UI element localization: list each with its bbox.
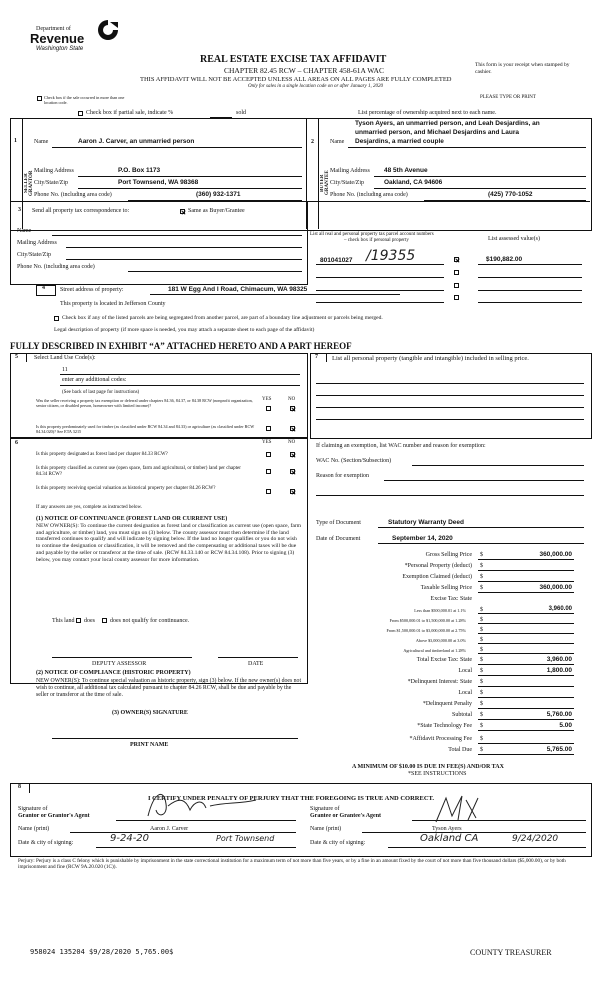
tier1-dollar: $ xyxy=(480,607,483,613)
total-state-dollar: $ xyxy=(480,657,483,663)
legal-description-label: Legal description of property (if more space is needed, you may attach a separate sheet to each page of the affidavit) xyxy=(54,327,315,333)
exemption-claim-label: If claiming an exemption, list WAC number and reason for exemption: xyxy=(316,443,486,449)
buyer-city-label: City/State/Zip xyxy=(330,180,364,186)
grantor-date[interactable]: 9-24-20 xyxy=(110,833,150,844)
tier2-dollar: $ xyxy=(480,617,483,623)
delinquent-state-label: *Delinquent Interest: State xyxy=(407,679,472,685)
parcel-4-checkbox[interactable] xyxy=(454,295,459,300)
notice-1-title: (1) NOTICE OF CONTINUANCE (FOREST LAND OR CURRENT USE) xyxy=(36,516,228,522)
corr-city-label: City/State/Zip xyxy=(17,252,51,258)
buyer-name-line-1[interactable]: Tyson Ayers, an unmarried person, and Leah Desjardins, an xyxy=(355,120,540,127)
partial-sale-label: Check box if partial sale, indicate % xyxy=(86,110,174,116)
type-or-print: PLEASE TYPE OR PRINT xyxy=(480,95,536,100)
tier1-value[interactable]: 3,960.00 xyxy=(548,606,572,612)
dept-big: Revenue xyxy=(30,31,85,46)
seller-phone-label: Phone No. (including area code) xyxy=(34,192,112,198)
section-1-number: 1 xyxy=(14,138,17,144)
tier1-label: Less than $500,000.01 at 1.1% xyxy=(414,608,466,613)
assessed-value[interactable]: $190,882.00 xyxy=(486,256,523,263)
receipt-stamp: 958024 135204 $9/28/2020 5,765.00$ xyxy=(30,948,174,956)
local-dollar: $ xyxy=(480,668,483,674)
s5-q2-no-checkbox[interactable] xyxy=(290,426,295,431)
form-warning: THIS AFFIDAVIT WILL NOT BE ACCEPTED UNLESS ALL AREAS ON ALL PAGES ARE FULLY COMPLETED xyxy=(140,76,452,83)
doc-type-value[interactable]: Statutory Warranty Deed xyxy=(388,519,464,526)
receipt-note: This form is your receipt when stamped by cashier. xyxy=(475,62,570,75)
seller-mail-label: Mailing Address xyxy=(34,168,74,174)
delinquent-state-dollar: $ xyxy=(480,679,483,685)
grantor-signature xyxy=(140,786,260,820)
assessed-header: List assessed value(s) xyxy=(488,236,540,242)
delinquent-local-dollar: $ xyxy=(480,690,483,696)
deputy-assessor-label: DEPUTY ASSESSOR xyxy=(92,661,147,667)
partial-sale-checkbox[interactable] xyxy=(78,111,83,116)
wac-label: WAC No. (Section/Subsection) xyxy=(316,458,392,464)
buyer-phone-label: Phone No. (including area code) xyxy=(330,192,408,198)
section-3-number: 3 xyxy=(18,207,21,213)
seller-phone-value[interactable]: (360) 932-1371 xyxy=(196,191,241,198)
s6-q2-no-checkbox[interactable] xyxy=(290,469,295,474)
buyer-mail-label: Mailing Address xyxy=(330,168,370,174)
seller-city-value[interactable]: Port Townsend, WA 98368 xyxy=(118,179,199,186)
tier5-label: Agricultural and timberland at 1.28% xyxy=(403,648,466,653)
corr-phone-label: Phone No. (including area code) xyxy=(17,264,95,270)
delinquent-penalty-label: *Delinquent Penalty xyxy=(422,701,472,707)
personal-label: *Personal Property (deduct) xyxy=(404,563,472,569)
grantee-name-print[interactable]: Tyson Ayers xyxy=(432,826,462,832)
tier3-label: From $1,500,000.01 to $3,000,000.00 at 2.75% xyxy=(386,628,466,633)
gross-value[interactable]: 360,000.00 xyxy=(539,551,572,558)
same-as-buyer-label: Same as Buyer/Grantee xyxy=(188,208,245,214)
minimum-fee-note: A MINIMUM OF $10.00 IS DUE IN FEE(S) AND/OR TAX xyxy=(352,764,504,770)
seller-name-value[interactable]: Aaron J. Carver, an unmarried person xyxy=(78,138,195,145)
buyer-name-line-2[interactable]: unmarried person, and Michael Desjardins and Laura xyxy=(355,129,519,136)
s6-q1-yes-checkbox[interactable] xyxy=(266,452,271,457)
s5-q2-yes-checkbox[interactable] xyxy=(266,426,271,431)
s5-question-1: Was the seller receiving a property tax exemption or deferral under chapters 84.36, 84.37, or 84.38 RCW (nonprofit organization, senior citizen, or disabled person, homeowner with limited income)? xyxy=(36,398,253,409)
seller-city-label: City/State/Zip xyxy=(34,180,68,186)
section-4-number-box xyxy=(36,285,56,296)
seller-side-label: SELLER GRANTOR xyxy=(24,170,34,196)
gross-dollar: $ xyxy=(480,552,483,558)
doc-type-label: Type of Document xyxy=(316,520,361,526)
total-state-label: Total Excise Tax: State xyxy=(416,657,472,663)
s5-no-header: NO xyxy=(288,397,296,402)
total-state-value[interactable]: 3,960.00 xyxy=(546,656,572,663)
total-due-label: Total Due xyxy=(448,747,472,753)
parcel-2-checkbox[interactable] xyxy=(454,270,459,275)
form-chapter: CHAPTER 82.45 RCW – CHAPTER 458-61A WAC xyxy=(224,66,384,75)
notice-1-body: NEW OWNER(S): To continue the current designation as forest land or classification as current use (open space, farm and agriculture, or timber) land, you must sign on (3) below. The county assessor must then determine if the land transferred continues to qualify and will indicate by signing below. If the land no longer qualifies or you do not wish to continue the designation or classification, it will be removed and the compensating or additional taxes will be due and payable by the seller or transferor at the time of sale. (RCW 84.33.140 or RCW 84.34.108). Prior to signing (3) below, you may contact your local county assessor for more information. xyxy=(36,523,302,563)
partial-sold-label: sold xyxy=(236,110,247,116)
county-treasurer-label: COUNTY TREASURER xyxy=(470,948,552,957)
personal-property-label: List all personal property (tangible and intangible) included in selling price. xyxy=(332,355,529,362)
street-address-value[interactable]: 181 W Egg And I Road, Chimacum, WA 98325 xyxy=(168,286,308,293)
tier4-label: Above $3,000,000.00 at 3.0% xyxy=(415,638,466,643)
grantor-name-print-label: Name (print) xyxy=(18,826,50,832)
seller-name-label: Name xyxy=(34,139,49,145)
county-note: This property is located in Jefferson County xyxy=(60,301,166,307)
if-yes-note: If any answers are yes, complete as instructed below. xyxy=(36,505,143,510)
grantee-city[interactable]: Oakland CA xyxy=(420,833,479,844)
s5-q1-yes-checkbox[interactable] xyxy=(266,406,271,411)
s6-question-3: Is this property receiving special valuation as historical property per chapter 84.26 RCW? xyxy=(36,486,216,491)
additional-codes-label: enter any additional codes: xyxy=(62,377,127,383)
correspondence-label: Send all property tax correspondence to: xyxy=(32,208,130,214)
grantor-sig-label-1: Signature of xyxy=(18,806,48,812)
grantee-sig-label-1: Signature of xyxy=(310,806,340,812)
s6-yes-header: YES xyxy=(262,440,272,445)
excise-state-label: Excise Tax: State xyxy=(430,596,472,602)
tier4-dollar: $ xyxy=(480,637,483,643)
perjury-statement: Perjury: Perjury is a class C felony which is punishable by imprisonment in the state correctional institution for a maximum term of not more than five years, or by a fine in an amount fixed by the court of not more than five thousand dollars ($5,000.00), or by both imprisonment and fine (RCW 9A.20.020 (1C)). xyxy=(18,858,566,871)
s6-q1-no-checkbox[interactable] xyxy=(290,452,295,457)
grantee-signature xyxy=(432,794,492,824)
certify-statement: I CERTIFY UNDER PENALTY OF PERJURY THAT THE FOREGOING IS TRUE AND CORRECT. xyxy=(148,795,435,802)
parcel-handwritten: /19355 xyxy=(366,248,416,264)
affidavit-fee-label: *Affidavit Processing Fee xyxy=(409,736,472,742)
tech-fee-dollar: $ xyxy=(480,723,483,729)
ownership-note: List percentage of ownership acquired next to each name. xyxy=(358,110,497,116)
revenue-logo-icon xyxy=(96,18,120,42)
grantee-date[interactable]: 9/24/2020 xyxy=(512,834,559,844)
doc-date-label: Date of Document xyxy=(316,536,361,542)
see-back-note: (See back of last page for instructions) xyxy=(62,390,140,395)
segregated-label: Check box if any of the listed parcels are being segregated from another parcel, are part of a boundary line adjustment or parcels being merged. xyxy=(62,315,383,321)
tier5-dollar: $ xyxy=(480,647,483,653)
only-sales-note: Only for sales in a single location code on or after January 1, 2020 xyxy=(248,84,383,89)
tech-fee-value[interactable]: 5.00 xyxy=(559,722,572,729)
buyer-phone-value[interactable]: (425) 770-1052 xyxy=(488,191,533,198)
reason-label: Reason for exemption xyxy=(316,473,369,479)
dept-state: Washington State xyxy=(36,46,84,52)
dept-small: Department of xyxy=(36,26,71,32)
s5-question-2: Is this property predominately used for timber (as classified under RCW 84.34 and 84.33) or agriculture (as classified under RCW 84.34.020)? See ETA 3215 xyxy=(36,424,255,435)
section-7-number: 7 xyxy=(315,354,318,360)
grantee-sig-label-2: Grantee or Grantee's Agent xyxy=(310,813,382,819)
local-label: Local xyxy=(458,668,472,674)
taxable-label: Taxable Selling Price xyxy=(420,585,472,591)
land-does-not-label: does not qualify for continuance. xyxy=(110,618,190,624)
see-instructions-note: *SEE INSTRUCTIONS xyxy=(408,771,467,777)
parcel-header-l1: List all real and personal property tax parcel account numbers xyxy=(310,232,434,237)
exemption-dollar: $ xyxy=(480,574,483,580)
multi-location-checkbox[interactable] xyxy=(37,96,42,101)
land-does-not-checkbox[interactable] xyxy=(102,618,107,623)
seller-mail-value[interactable]: P.O. Box 1173 xyxy=(118,167,161,174)
local-value[interactable]: 1,800.00 xyxy=(546,667,572,674)
notice-2-body: NEW OWNER(S): To continue special valuation as historic property, sign (3) below. If the new owner(s) does not wish to continue, all additional tax calculated pursuant to chapter 84.26 RCW, shall be due and payable by the seller or transferor at the time of sale. xyxy=(36,678,302,698)
land-use-code[interactable]: 11 xyxy=(62,367,68,373)
delinquent-penalty-dollar: $ xyxy=(480,701,483,707)
grantee-date-city-label: Date & city of signing: xyxy=(310,840,366,846)
parcel-3-checkbox[interactable] xyxy=(454,283,459,288)
tier2-label: From $500,000.01 to $1,500,000.00 at 1.28% xyxy=(389,618,466,623)
date-label: DATE xyxy=(248,661,264,667)
this-land-label: This land xyxy=(52,618,75,624)
section-7-box xyxy=(310,353,592,439)
section-4-number: 4 xyxy=(42,285,45,291)
section-2-number: 2 xyxy=(311,139,314,145)
corr-mail-label: Mailing Address xyxy=(17,240,57,246)
section-5-number: 5 xyxy=(15,354,18,360)
tech-fee-label: *State Technology Fee xyxy=(417,723,472,729)
land-does-label: does xyxy=(84,618,95,624)
grantee-name-print-label: Name (print) xyxy=(310,826,342,832)
parcel-header-l2: – check box if personal property xyxy=(344,238,409,243)
taxable-dollar: $ xyxy=(480,585,483,591)
grantor-sig-label-2: Grantor or Grantor's Agent xyxy=(18,813,90,819)
grantor-name-print[interactable]: Aaron J. Carver xyxy=(150,826,189,832)
subtotal-label: Subtotal xyxy=(451,712,472,718)
s6-question-2: Is this property classified as current use (open space, farm and agricultural, or timber) land per chapter 84.34 RCW? xyxy=(36,466,241,477)
personal-dollar: $ xyxy=(480,563,483,569)
s5-q1-no-checkbox[interactable] xyxy=(290,406,295,411)
exemption-claimed-label: Exemption Claimed (deduct) xyxy=(402,574,472,580)
s5-yes-header: YES xyxy=(262,397,272,402)
notice-2-title: (2) NOTICE OF COMPLIANCE (HISTORIC PROPERTY) xyxy=(36,670,191,676)
grantor-date-city-label: Date & city of signing: xyxy=(18,840,74,846)
s6-q3-no-checkbox[interactable] xyxy=(290,489,295,494)
taxable-value[interactable]: 360,000.00 xyxy=(539,584,572,591)
subtotal-value[interactable]: 5,760.00 xyxy=(546,711,572,718)
parcel-number[interactable]: 801041027 xyxy=(320,257,353,264)
section-6-number: 6 xyxy=(15,440,18,446)
delinquent-local-label: Local xyxy=(458,690,472,696)
grantor-city[interactable]: Port Townsend xyxy=(216,834,275,843)
multi-location-label: Check box if the sale occurred in more than one location code. xyxy=(44,95,125,106)
tier3-dollar: $ xyxy=(480,627,483,633)
street-address-label: Street address of property: xyxy=(60,287,124,293)
form-title: REAL ESTATE EXCISE TAX AFFIDAVIT xyxy=(200,54,387,65)
corr-name-label: Name xyxy=(17,228,32,234)
gross-label: Gross Selling Price xyxy=(425,552,472,558)
s6-q2-yes-checkbox[interactable] xyxy=(266,469,271,474)
parcel-1-checkbox[interactable] xyxy=(454,257,459,262)
s6-no-header: NO xyxy=(288,440,296,445)
exhibit-text: FULLY DESCRIBED IN EXHIBIT “A” ATTACHED HERETO AND A PART HEREOF xyxy=(10,341,352,351)
total-due-dollar: $ xyxy=(480,747,483,753)
buyer-side-label: BUYER GRANTEE xyxy=(320,170,330,196)
buyer-name-line-3[interactable]: Desjardins, a married couple xyxy=(355,138,444,145)
affidavit-fee-dollar: $ xyxy=(480,736,483,742)
land-does-checkbox[interactable] xyxy=(76,618,81,623)
total-due-value[interactable]: 5,765.00 xyxy=(546,746,572,753)
buyer-mail-value[interactable]: 48 5th Avenue xyxy=(384,167,428,174)
s6-q3-yes-checkbox[interactable] xyxy=(266,489,271,494)
subtotal-dollar: $ xyxy=(480,712,483,718)
revenue-logo xyxy=(30,18,130,54)
segregated-checkbox[interactable] xyxy=(54,316,59,321)
buyer-name-label: Name xyxy=(330,139,345,145)
doc-date-value[interactable]: September 14, 2020 xyxy=(392,535,453,542)
print-name-label: PRINT NAME xyxy=(130,742,169,748)
land-use-label: Select Land Use Code(s): xyxy=(34,355,96,361)
s6-question-1: Is this property designated as forest land per chapter 84.33 RCW? xyxy=(36,452,168,457)
owner-signature-label: (3) OWNER(S) SIGNATURE xyxy=(112,710,188,716)
buyer-city-value[interactable]: Oakland, CA 94606 xyxy=(384,179,443,186)
section-8-number: 8 xyxy=(18,784,21,790)
